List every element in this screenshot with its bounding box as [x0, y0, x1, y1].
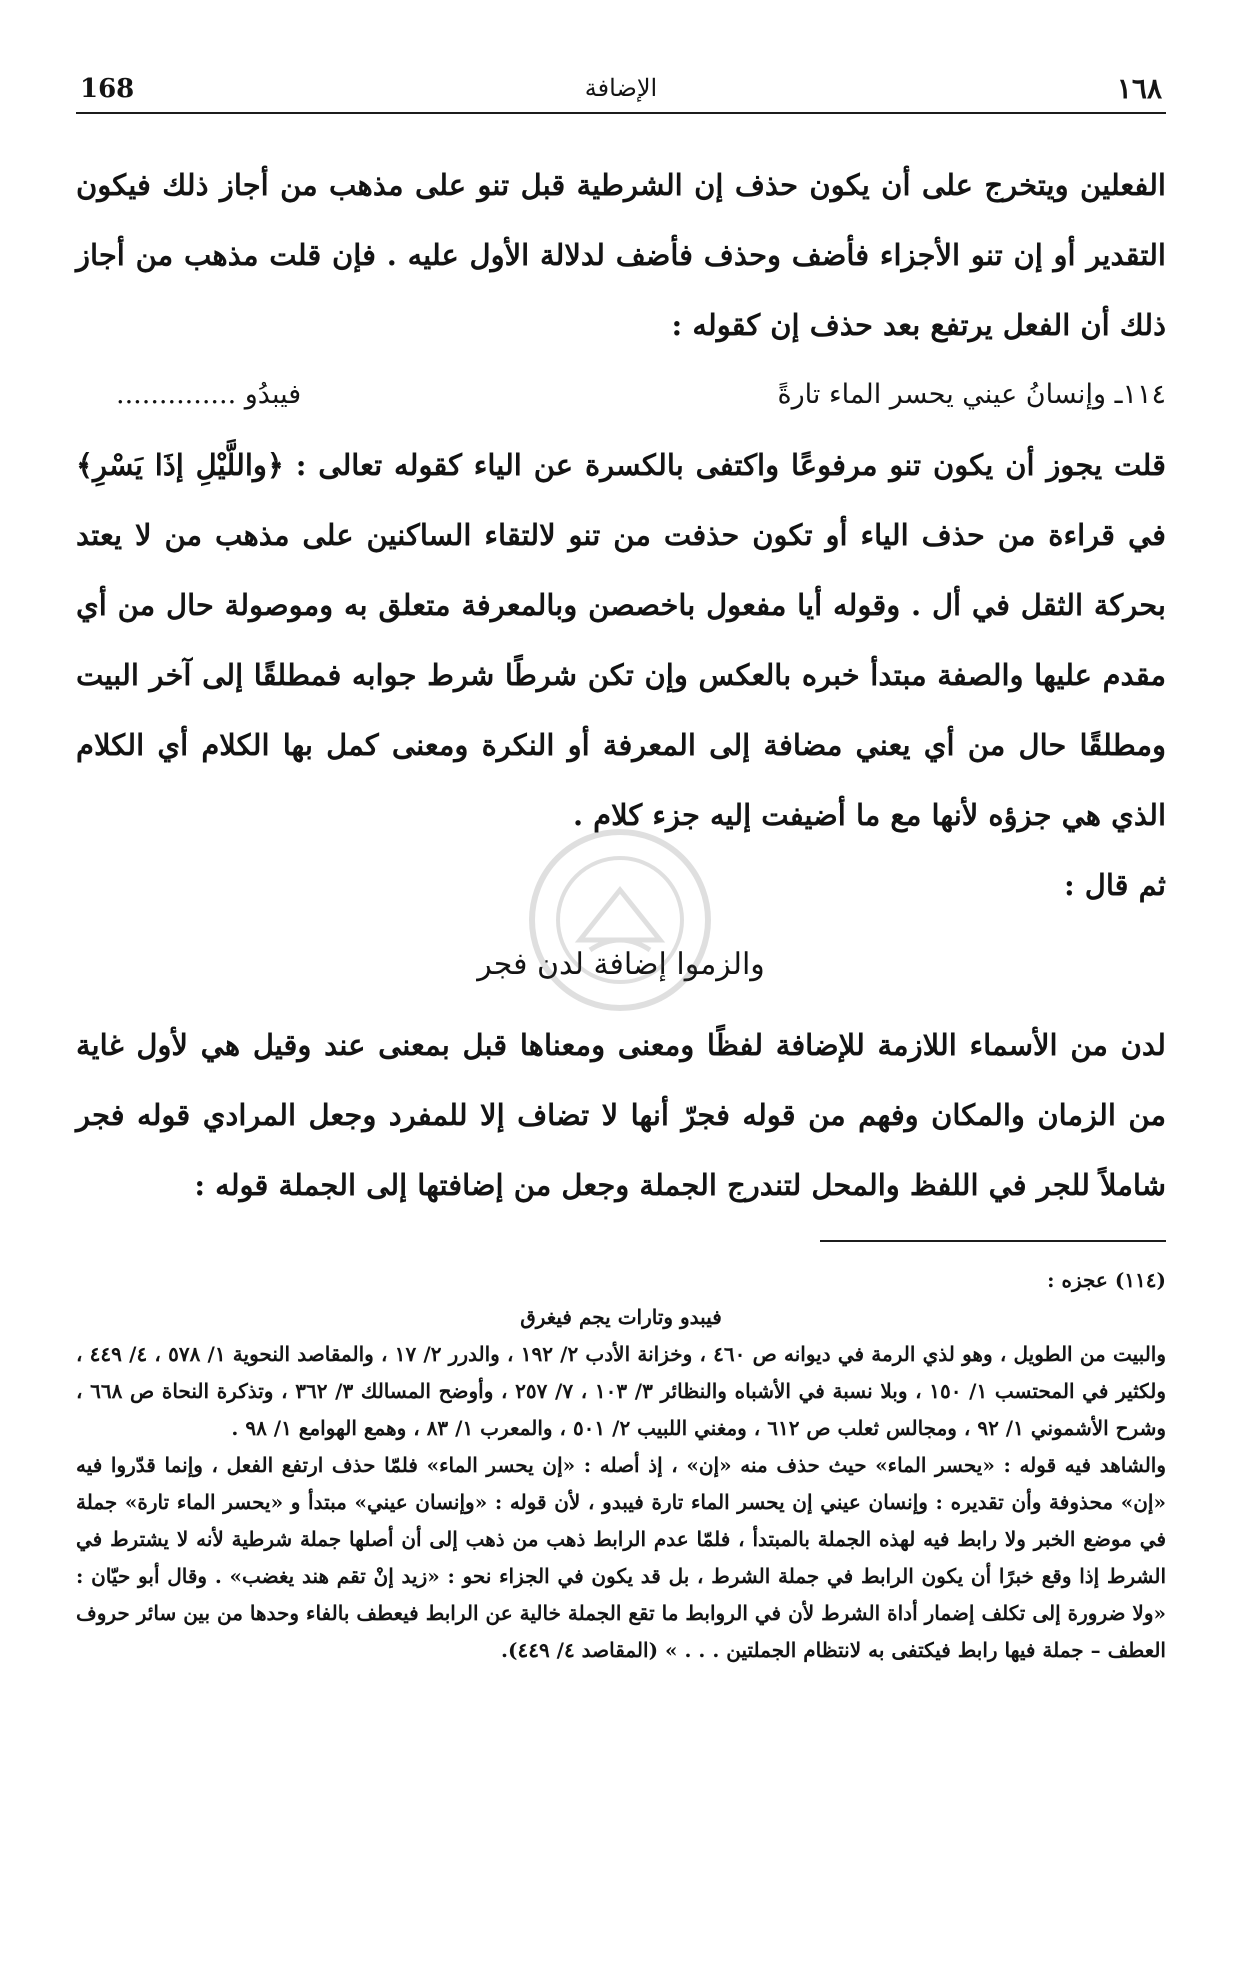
- paragraph-3: لدن من الأسماء اللازمة للإضافة لفظًا ومعنى ومعناها قبل بمعنى عند وقيل هي لأول غاية من الزمان والمكان وفهم من قوله فجرّ أنها لا تضاف إلا للمفرد وجعل المرادي قوله فجر شاملاً للجر في اللفظ والمحل لتندرج الجملة وجعل من إضافتها إلى الجملة قوله :: [76, 1028, 1166, 1202]
- verse-114-second-hemistich: [116, 360, 301, 430]
- verse-114-ellipsis: ..............: [116, 379, 237, 410]
- footnotes: [76, 1262, 1166, 1669]
- then-said: ثم قال :: [1063, 868, 1166, 902]
- paragraph-1: الفعلين ويتخرج على أن يكون حذف إن الشرطية قبل تنو على مذهب من أجاز ذلك فيكون التقدير أو إن تنو الأجزاء فأضف وحذف فأضف لدلالة الأول عليه . فإن قلت مذهب من أجاز ذلك أن الفعل يرتفع بعد حذف إن كقوله :: [76, 168, 1166, 342]
- running-title: الإضافة: [584, 74, 658, 102]
- main-text: [76, 150, 1166, 1220]
- paragraph-2: قلت يجوز أن يكون تنو مرفوعًا واكتفى بالكسرة عن الياء كقوله تعالى : ﴿واللَّيْلِ إذَا يَسْرِ﴾ في قراءة من حذف الياء أو تكون حذفت من تنو لالتقاء الساكنين على مذهب من لا يعتد بحركة الثقل في أل . وقوله أيا مفعول باخصصن وبالمعرفة متعلق به وموصولة حال من أي مقدم عليها والصفة مبتدأ خبره بالعكس وإن تكن شرطًا شرط جوابه فمطلقًا إلى آخر البيت ومطلقًا حال من أي يعني مضافة إلى المعرفة أو النكرة ومعنى كمل بها الكلام أي الكلام الذي هي جزؤه لأنها مع ما أضيفت إليه جزء كلام .: [76, 448, 1166, 832]
- footnote-hemistich: فيبدو وتارات يجم فيغرق: [520, 1305, 722, 1329]
- verse-114: [76, 360, 1166, 430]
- page-number-arabic: ١٦٨: [1116, 72, 1162, 105]
- page-header: [76, 72, 1166, 114]
- footnote-label: (١١٤) عجزه :: [1047, 1268, 1166, 1292]
- page-number-latin: 168: [80, 74, 135, 104]
- footnote-commentary: والشاهد فيه قوله : «يحسر الماء» حيث حذف منه «إن» ، إذ أصله : «إن يحسر الماء» فلمّا حذف ارتفع الفعل ، وإنما قدّروا فيه «إن» محذوفة وأن تقديره : وإنسان عيني إن يحسر الماء تارة فيبدو ، لأن قوله : «وإنسان عيني» مبتدأ و «يحسر الماء تارة» جملة في موضع الخبر ولا رابط فيه لهذه الجملة بالمبتدأ ، فلمّا عدم الرابط ذهب من ذهب إلى أن أصلها جملة شرطية لأنه لا يشترط في الشرط إذا وقع خبرًا أن يكون الرابط في جملة الشرط ، بل قد يكون في الجزاء نحو : «زيد إنْ تقم هند يغضب» . وقال أبو حيّان : «ولا ضرورة إلى تكلف إضمار أداة الشرط لأن في الروابط ما تقع الجملة خالية عن الرابط فيعطف بالفاء وحدها من بين سائر حروف العطف – جملة فيها رابط فيكتفى به لانتظام الجملتين . . . » (المقاصد ٤/ ٤٤٩).: [76, 1453, 1166, 1662]
- footnote-divider: [820, 1240, 1166, 1242]
- alfiyya-verse: والزموا إضافة لدن فجر: [477, 947, 765, 982]
- footnote-sources: والبيت من الطويل ، وهو لذي الرمة في ديوانه ص ٤٦٠ ، وخزانة الأدب ٢/ ١٩٢ ، والدرر ٢/ ١٧ ، والمقاصد النحوية ١/ ٥٧٨ ، ٤/ ٤٤٩ ، ولكثير في المحتسب ١/ ١٥٠ ، وبلا نسبة في الأشباه والنظائر ٣/ ١٠٣ ، ٧/ ٢٥٧ ، وأوضح المسالك ٣/ ٣٦٢ ، وتذكرة النحاة ص ٦٦٨ ، وشرح الأشموني ١/ ٩٢ ، ومجالس ثعلب ص ٦١٢ ، ومغني اللبيب ٢/ ٥٠١ ، والمعرب ١/ ٨٣ ، وهمع الهوامع ١/ ٩٨ .: [76, 1342, 1167, 1440]
- library-seal-watermark: [520, 820, 720, 1020]
- verse-114-second-word: فيبدُو: [244, 379, 302, 410]
- verse-114-first-hemistich: ١١٤ـ وإنسانُ عيني يحسر الماء تارةً: [777, 379, 1166, 410]
